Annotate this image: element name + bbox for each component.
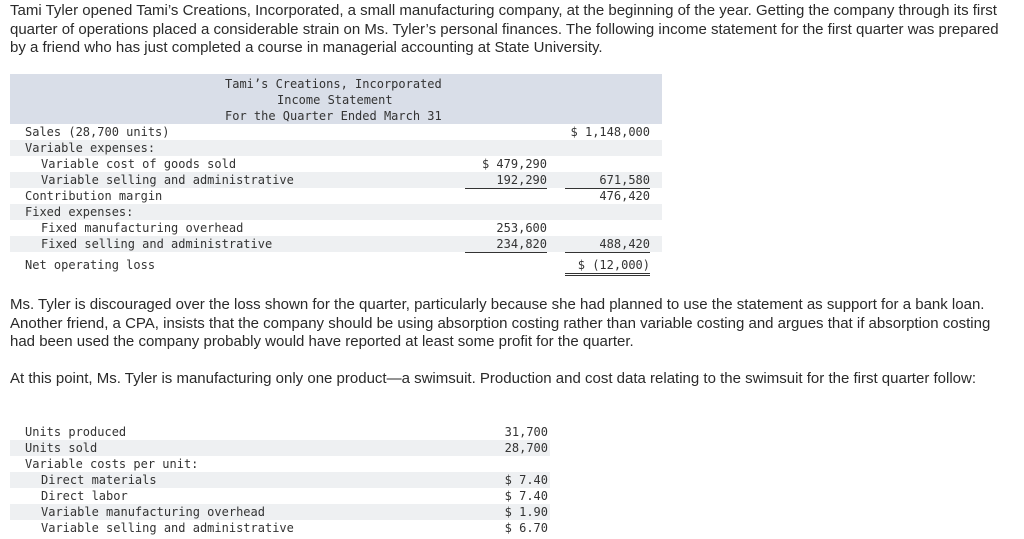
- row-total: 488,420: [565, 236, 650, 253]
- prod-label: Direct materials: [41, 473, 157, 487]
- prod-label: Units sold: [25, 441, 98, 455]
- prod-label: Variable costs per unit:: [25, 457, 199, 471]
- row-amount: 192,290: [465, 172, 547, 189]
- prod-label: Variable manufacturing overhead: [41, 505, 265, 519]
- row-fixed-expenses: [10, 204, 662, 220]
- statement-header: [10, 74, 662, 124]
- row-total: 671,580: [565, 172, 650, 189]
- row-total: $ (12,000): [565, 257, 650, 276]
- prod-value: $ 6.70: [504, 521, 548, 535]
- prod-label: Units produced: [25, 425, 127, 439]
- row-amount: $ 479,290: [481, 157, 547, 171]
- statement-title: Income Statement: [277, 93, 393, 107]
- income-statement: [10, 74, 662, 273]
- prod-value: $ 7.40: [504, 489, 548, 503]
- prod-row-direct-materials: [10, 472, 550, 488]
- row-label: Contribution margin: [25, 189, 163, 203]
- production-intro-paragraph: At this point, Ms. Tyler is manufacturing only one product—a swimsuit. Production and cost data relating to the swimsuit for the first quarter follow:: [10, 370, 976, 387]
- prod-value: 28,700: [504, 441, 548, 455]
- prod-row-units-produced: [10, 424, 550, 440]
- row-variable-expenses: [10, 140, 662, 156]
- row-total: $ 1,148,000: [570, 125, 650, 139]
- prod-row-variable-sga: [10, 520, 550, 536]
- row-variable-cogs: [10, 156, 662, 172]
- row-amount: 253,600: [496, 221, 547, 235]
- intro-paragraph: Tami Tyler opened Tami’s Creations, Incorporated, a small manufacturing company, at the beginning of the year. Getting the company through its first quarter of operations placed a considerable strain on Ms. Tyler’s personal finances. The following income statement for the first quarter was prepared by a friend who has just completed a course in managerial accounting at State University.: [10, 2, 999, 56]
- production-data-table: [10, 424, 550, 536]
- row-label: Sales (28,700 units): [25, 125, 170, 139]
- row-amount: 234,820: [465, 236, 547, 253]
- prod-row-variable-mfg-overhead: [10, 504, 550, 520]
- row-sales: [10, 124, 662, 140]
- prod-value: 31,700: [504, 425, 548, 439]
- prod-row-variable-costs: [10, 456, 550, 472]
- row-label: Fixed expenses:: [25, 205, 134, 219]
- prod-label: Direct labor: [41, 489, 128, 503]
- statement-period: For the Quarter Ended March 31: [225, 109, 442, 123]
- row-net-operating-loss: [10, 257, 662, 273]
- discussion-paragraph: Ms. Tyler is discouraged over the loss shown for the quarter, particularly because she had planned to use the statement as support for a bank loan. Another friend, a CPA, insists that the company should be using absorption costing rather than variable costing and argues that if absorption costing had been used the company probably would have reported at least some profit for the quarter.: [10, 296, 991, 350]
- row-label: Net operating loss: [25, 258, 156, 272]
- row-label: Variable cost of goods sold: [41, 157, 237, 171]
- row-total: 476,420: [599, 189, 650, 203]
- row-label: Variable expenses:: [25, 141, 156, 155]
- statement-company: Tami’s Creations, Incorporated: [225, 77, 442, 91]
- row-label: Fixed selling and administrative: [41, 237, 273, 251]
- prod-value: $ 7.40: [504, 473, 548, 487]
- row-variable-sga: [10, 172, 662, 188]
- row-fixed-mfg-overhead: [10, 220, 662, 236]
- row-fixed-sga: [10, 236, 662, 252]
- prod-row-direct-labor: [10, 488, 550, 504]
- prod-row-units-sold: [10, 440, 550, 456]
- prod-value: $ 1.90: [504, 505, 548, 519]
- prod-label: Variable selling and administrative: [41, 521, 294, 535]
- row-contribution-margin: [10, 188, 662, 204]
- row-label: Fixed manufacturing overhead: [41, 221, 244, 235]
- row-label: Variable selling and administrative: [41, 173, 294, 187]
